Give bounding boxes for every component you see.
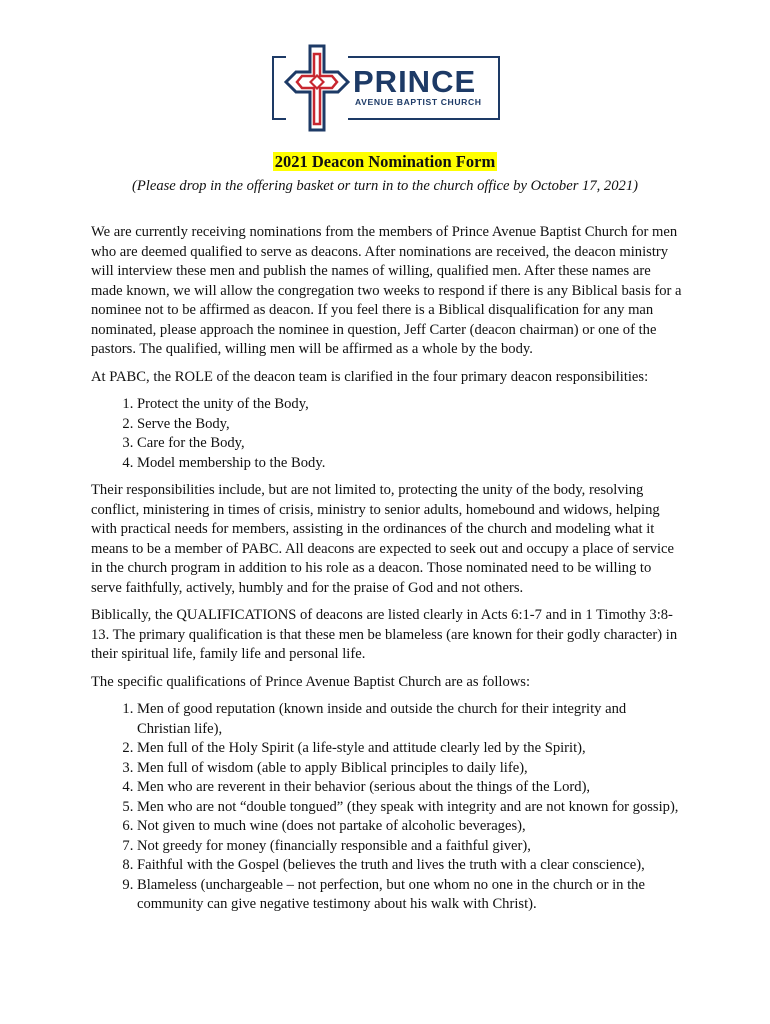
- list-item: 1. Men of good reputation (known inside and outside the church for their integrity and Christian life),: [137, 700, 683, 739]
- list-item: 2. Men full of the Holy Spirit (a life-style and attitude clearly led by the Spirit),: [137, 739, 683, 759]
- qualifications-list: [91, 700, 683, 915]
- document-body: [91, 223, 683, 923]
- cross-logo-icon: [282, 44, 352, 134]
- list-item: 4. Model membership to the Body.: [137, 454, 683, 474]
- page-title: 2021 Deacon Nomination Form: [274, 152, 496, 171]
- responsibilities-list: [91, 395, 683, 473]
- list-item: 2. Serve the Body,: [137, 415, 683, 435]
- list-item: 8. Faithful with the Gospel (believes the truth and lives the truth with a clear conscience),: [137, 856, 683, 876]
- list-item: 7. Not greedy for money (financially responsible and a faithful giver),: [137, 837, 683, 857]
- page-subtitle: (Please drop in the offering basket or turn in to the church office by October 17, 2021): [132, 178, 638, 194]
- list-item: 1. Protect the unity of the Body,: [137, 395, 683, 415]
- title-block: [0, 152, 770, 172]
- logo-subtitle: AVENUE BAPTIST CHURCH: [355, 97, 482, 107]
- logo-name: PRINCE: [353, 64, 477, 99]
- specific-intro-paragraph: The specific qualifications of Prince Avenue Baptist Church are as follows:: [91, 673, 531, 690]
- responsibilities-detail-paragraph: Their responsibilities include, but are not limited to, protecting the unity of the body, resolving conflict, ministering in times of crisis, ministry to senior adults, homebound and widows, helping with practical needs for members, assisting in the ordinances of the church and modeling what it means to be a member of PABC. All deacons are expected to seek out and occupy a place of service in the church program in addition to his role as a deacon. Those nominated need to be willing to serve faithfully, actively, humbly and for the praise of God and not others.: [91, 482, 675, 596]
- role-intro-paragraph: At PABC, the ROLE of the deacon team is clarified in the four primary deacon responsibilities:: [91, 368, 649, 385]
- list-item: 4. Men who are reverent in their behavior (serious about the things of the Lord),: [137, 778, 683, 798]
- list-item: 6. Not given to much wine (does not partake of alcoholic beverages),: [137, 817, 683, 837]
- list-item: 3. Men full of wisdom (able to apply Biblical principles to daily life),: [137, 759, 683, 779]
- intro-paragraph: We are currently receiving nominations from the members of Prince Avenue Baptist Church for men who are deemed qualified to serve as deacons. After nominations are received, the deacon ministry will interview these men and publish the names of willing, qualified men. After these names are made known, we will allow the congregation two weeks to respond if there is any Biblical basis for a nominee not to be affirmed as deacon. If you feel there is a Biblical disqualification for any man nominated, please approach the nominee in question, Jeff Carter (deacon chairman) or one of the pastors. The qualified, willing men will be affirmed as a whole by the body.: [91, 224, 682, 357]
- qualifications-intro-paragraph: Biblically, the QUALIFICATIONS of deacons are listed clearly in Acts 6:1-7 and in 1 Timothy 3:8-13. The primary qualification is that these men be blameless (are known for their godly character) in their spiritual life, family life and personal life.: [91, 607, 678, 662]
- list-item: 3. Care for the Body,: [137, 434, 683, 454]
- list-item: 9. Blameless (unchargeable – not perfection, but one whom no one in the church or in the community can give negative testimony about his walk with Christ).: [137, 876, 683, 915]
- list-item: 5. Men who are not “double tongued” (they speak with integrity and are not known for gossip),: [137, 798, 683, 818]
